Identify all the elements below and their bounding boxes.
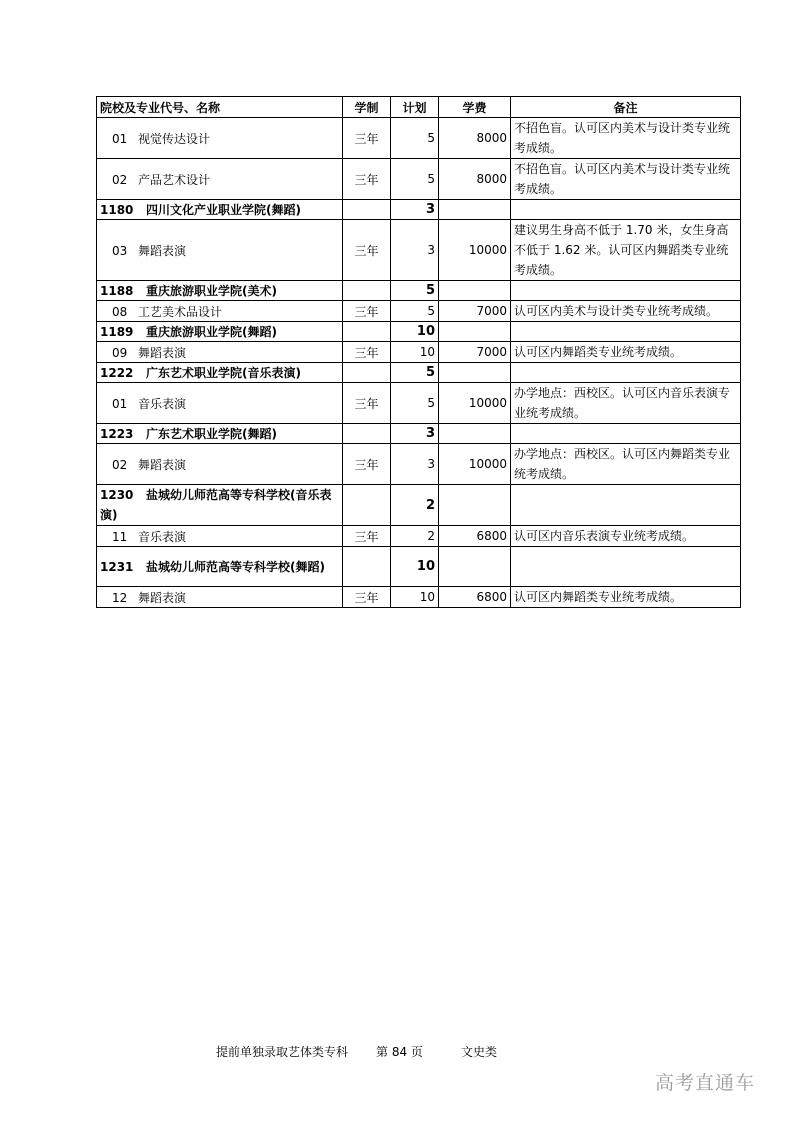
fee-cell: 8000 xyxy=(439,118,511,159)
plan-cell: 3 xyxy=(391,200,439,220)
remark-cell: 办学地点：西校区。认可区内舞蹈类专业统考成绩。 xyxy=(511,444,741,485)
duration-cell: 三年 xyxy=(343,383,391,424)
school-code: 1231 xyxy=(100,559,134,574)
remark-cell: 不招色盲。认可区内美术与设计类专业统考成绩。 xyxy=(511,118,741,159)
major-row xyxy=(97,118,741,159)
major-cell xyxy=(97,220,343,281)
major-cell xyxy=(97,159,343,200)
major-row xyxy=(97,526,741,547)
duration-cell xyxy=(343,363,391,383)
fee-cell: 10000 xyxy=(439,220,511,281)
major-cell xyxy=(97,444,343,485)
admission-plan-table xyxy=(96,96,741,608)
major-code: 01 xyxy=(112,131,128,146)
major-name: 音乐表演 xyxy=(138,529,187,544)
school-code: 1189 xyxy=(100,325,134,339)
header-fee: 学费 xyxy=(439,97,511,118)
major-name: 视觉传达设计 xyxy=(138,131,211,146)
major-row xyxy=(97,383,741,424)
major-cell xyxy=(97,383,343,424)
school-name: 重庆旅游职业学院(美术) xyxy=(145,284,277,298)
major-name: 音乐表演 xyxy=(138,396,187,411)
major-code: 02 xyxy=(112,172,128,187)
remark-cell: 办学地点：西校区。认可区内音乐表演专业统考成绩。 xyxy=(511,383,741,424)
plan-cell: 10 xyxy=(391,342,439,363)
fee-cell xyxy=(439,424,511,444)
fee-cell xyxy=(439,547,511,587)
footer-category: 提前单独录取艺体类专科 xyxy=(216,1045,349,1059)
plan-cell: 2 xyxy=(391,485,439,526)
major-row xyxy=(97,587,741,608)
duration-cell: 三年 xyxy=(343,587,391,608)
school-name: 盐城幼儿师范高等专科学校(音乐表演) xyxy=(100,488,332,522)
major-code: 03 xyxy=(112,243,128,258)
major-row xyxy=(97,342,741,363)
school-name: 四川文化产业职业学院(舞蹈) xyxy=(145,203,301,217)
plan-cell: 5 xyxy=(391,118,439,159)
plan-cell: 3 xyxy=(391,444,439,485)
table-body xyxy=(97,118,741,608)
fee-cell: 10000 xyxy=(439,444,511,485)
duration-cell: 三年 xyxy=(343,301,391,322)
header-name: 院校及专业代号、名称 xyxy=(97,97,343,118)
major-cell xyxy=(97,342,343,363)
major-code: 01 xyxy=(112,396,128,411)
plan-cell: 10 xyxy=(391,547,439,587)
major-cell xyxy=(97,526,343,547)
remark-cell: 认可区内舞蹈类专业统考成绩。 xyxy=(511,342,741,363)
school-name: 重庆旅游职业学院(舞蹈) xyxy=(145,325,277,339)
header-plan: 计划 xyxy=(391,97,439,118)
major-name: 舞蹈表演 xyxy=(138,590,187,605)
remark-cell xyxy=(511,547,741,587)
duration-cell: 三年 xyxy=(343,444,391,485)
remark-cell: 不招色盲。认可区内美术与设计类专业统考成绩。 xyxy=(511,159,741,200)
major-code: 12 xyxy=(112,590,128,605)
major-name: 产品艺术设计 xyxy=(138,172,211,187)
major-name: 舞蹈表演 xyxy=(138,345,187,360)
plan-cell: 10 xyxy=(391,587,439,608)
watermark-text: 高考直通车 xyxy=(655,1072,756,1094)
plan-cell: 5 xyxy=(391,363,439,383)
major-row xyxy=(97,159,741,200)
plan-cell: 10 xyxy=(391,322,439,342)
school-row xyxy=(97,200,741,220)
major-row xyxy=(97,301,741,322)
duration-cell: 三年 xyxy=(343,342,391,363)
school-row xyxy=(97,281,741,301)
fee-cell: 6800 xyxy=(439,526,511,547)
school-cell xyxy=(97,322,343,342)
major-cell xyxy=(97,118,343,159)
footer-subject: 文史类 xyxy=(461,1045,498,1059)
duration-cell: 三年 xyxy=(343,159,391,200)
school-code: 1188 xyxy=(100,284,134,298)
duration-cell xyxy=(343,281,391,301)
school-cell xyxy=(97,547,343,587)
plan-cell: 3 xyxy=(391,220,439,281)
plan-cell: 3 xyxy=(391,424,439,444)
remark-cell: 认可区内音乐表演专业统考成绩。 xyxy=(511,526,741,547)
fee-cell xyxy=(439,200,511,220)
fee-cell: 7000 xyxy=(439,342,511,363)
school-cell xyxy=(97,485,343,526)
duration-cell: 三年 xyxy=(343,118,391,159)
school-cell xyxy=(97,281,343,301)
major-name: 工艺美术品设计 xyxy=(138,304,223,319)
school-row xyxy=(97,322,741,342)
header-duration: 学制 xyxy=(343,97,391,118)
duration-cell xyxy=(343,424,391,444)
fee-cell xyxy=(439,322,511,342)
plan-cell: 5 xyxy=(391,301,439,322)
major-name: 舞蹈表演 xyxy=(138,457,187,472)
school-row xyxy=(97,547,741,587)
major-row xyxy=(97,220,741,281)
remark-cell: 认可区内美术与设计类专业统考成绩。 xyxy=(511,301,741,322)
major-name: 舞蹈表演 xyxy=(138,243,187,258)
school-cell xyxy=(97,424,343,444)
remark-cell xyxy=(511,200,741,220)
major-cell xyxy=(97,587,343,608)
school-row xyxy=(97,363,741,383)
major-cell xyxy=(97,301,343,322)
plan-cell: 5 xyxy=(391,281,439,301)
fee-cell xyxy=(439,281,511,301)
duration-cell: 三年 xyxy=(343,526,391,547)
duration-cell xyxy=(343,200,391,220)
major-code: 08 xyxy=(112,304,128,319)
duration-cell xyxy=(343,322,391,342)
school-name: 广东艺术职业学院(音乐表演) xyxy=(145,366,301,380)
school-code: 1180 xyxy=(100,203,134,217)
school-row xyxy=(97,424,741,444)
school-code: 1230 xyxy=(100,488,134,502)
duration-cell xyxy=(343,485,391,526)
school-row xyxy=(97,485,741,526)
plan-cell: 2 xyxy=(391,526,439,547)
remark-cell xyxy=(511,322,741,342)
major-code: 02 xyxy=(112,457,128,472)
school-name: 盐城幼儿师范高等专科学校(舞蹈) xyxy=(145,559,325,574)
school-code: 1222 xyxy=(100,366,134,380)
plan-cell: 5 xyxy=(391,159,439,200)
major-code: 11 xyxy=(112,529,128,544)
fee-cell: 8000 xyxy=(439,159,511,200)
remark-cell: 认可区内舞蹈类专业统考成绩。 xyxy=(511,587,741,608)
remark-cell xyxy=(511,424,741,444)
school-code: 1223 xyxy=(100,427,134,441)
fee-cell: 10000 xyxy=(439,383,511,424)
duration-cell xyxy=(343,547,391,587)
school-cell xyxy=(97,200,343,220)
school-cell xyxy=(97,363,343,383)
major-row xyxy=(97,444,741,485)
fee-cell xyxy=(439,485,511,526)
fee-cell: 6800 xyxy=(439,587,511,608)
plan-cell: 5 xyxy=(391,383,439,424)
remark-cell: 建议男生身高不低于 1.70 米，女生身高不低于 1.62 米。认可区内舞蹈类专业统考成绩。 xyxy=(511,220,741,281)
major-code: 09 xyxy=(112,345,128,360)
table-header-row xyxy=(97,97,741,118)
fee-cell: 7000 xyxy=(439,301,511,322)
fee-cell xyxy=(439,363,511,383)
footer-page-number: 第 84 页 xyxy=(376,1045,423,1059)
header-remark: 备注 xyxy=(511,97,741,118)
remark-cell xyxy=(511,485,741,526)
remark-cell xyxy=(511,363,741,383)
duration-cell: 三年 xyxy=(343,220,391,281)
school-name: 广东艺术职业学院(舞蹈) xyxy=(145,427,277,441)
remark-cell xyxy=(511,281,741,301)
